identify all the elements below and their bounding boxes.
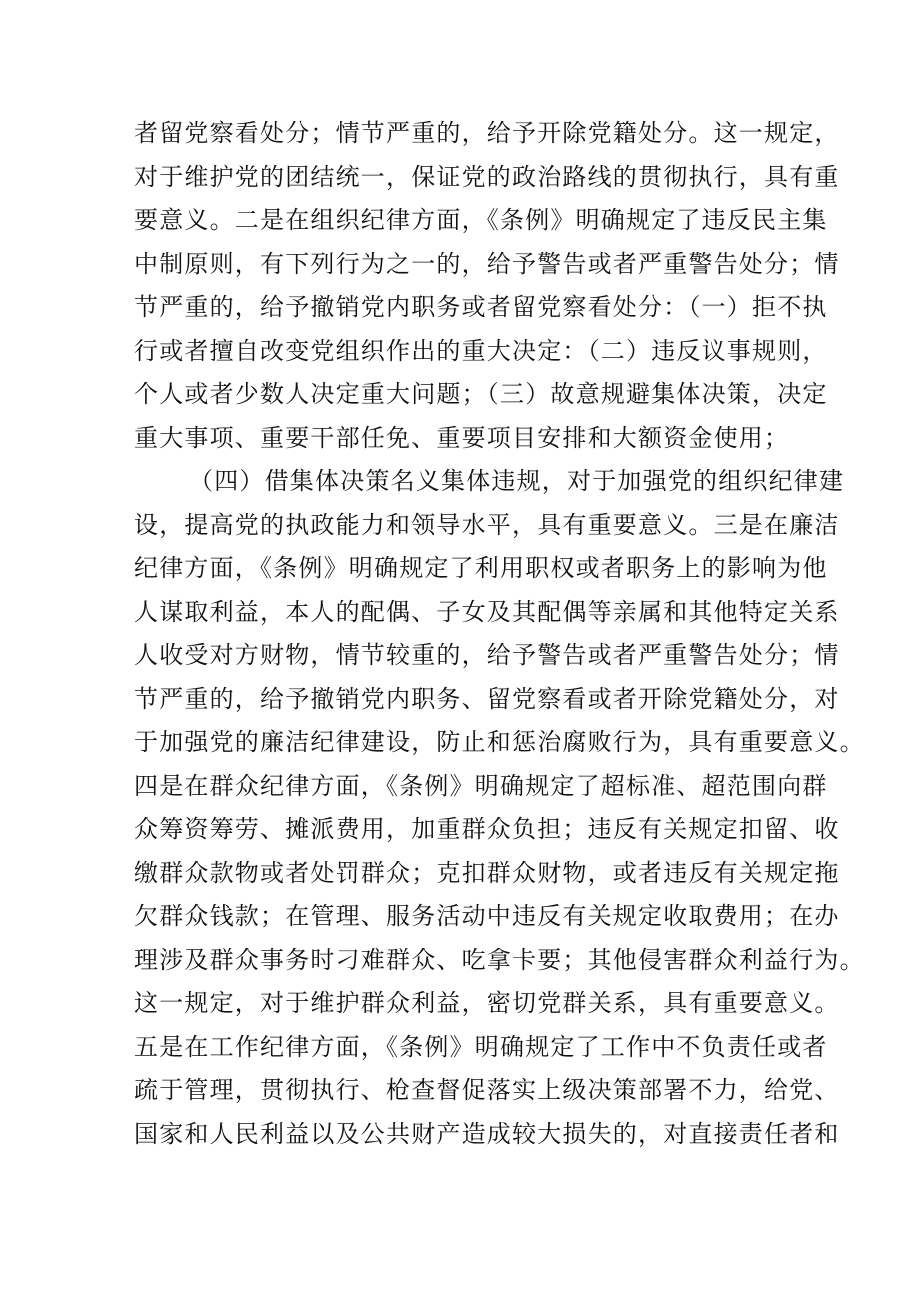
text-line: 这一规定，对于维护群众利益，密切党群关系，具有重要意义。 xyxy=(134,989,840,1017)
text-line: 疏于管理，贯彻执行、枪查督促落实上级决策部署不力，给党、 xyxy=(134,1076,840,1104)
text-line: 四是在群众纪律方面，《条例》明确规定了超标准、超范围向群 xyxy=(134,771,828,800)
text-line: 设，提高党的执政能力和领导水平，具有重要意义。三是在廉洁 xyxy=(134,510,840,539)
text-line: 对于维护党的团结统一，保证党的政治路线的贯彻执行，具有重 xyxy=(134,162,840,191)
text-line: 人谋取利益，本人的配偶、子女及其配偶等亲属和其他特定关系 xyxy=(134,597,840,626)
text-line: 众筹资筹劳、摊派费用，加重群众负担；违反有关规定扣留、收 xyxy=(134,815,840,843)
text-line: 要意义。二是在组织纪律方面，《条例》明确规定了违反民主集 xyxy=(134,206,828,234)
text-line: 人收受对方财物，情节较重的，给予警告或者严重警告处分；情 xyxy=(134,641,840,669)
text-line: 个人或者少数人决定重大问题；（三）故意规避集体决策，决定 xyxy=(134,380,828,408)
text-line: 欠群众钱款；在管理、服务活动中违反有关规定收取费用；在办 xyxy=(134,902,840,930)
text-line: 五是在工作纪律方面，《条例》明确规定了工作中不负责任或者 xyxy=(134,1032,828,1061)
text-line: 缴群众款物或者处罚群众；克扣群众财物，或者违反有关规定拖 xyxy=(134,858,840,887)
text-line: 于加强党的廉洁纪律建设，防止和惩治腐败行为，具有重要意义。 xyxy=(134,728,865,756)
text-line: 纪律方面，《条例》明确规定了利用职权或者职务上的影响为他 xyxy=(134,554,828,582)
text-line: 节严重的，给予撤销党内职务或者留党察看处分：（一）拒不执 xyxy=(134,293,828,321)
body-text xyxy=(134,112,865,1156)
text-line: 者留党察看处分；情节严重的，给予开除党籍处分。这一规定， xyxy=(134,119,840,147)
text-line: 中制原则，有下列行为之一的，给予警告或者严重警告处分；情 xyxy=(134,249,840,278)
text-line: 国家和人民利益以及公共财产造成较大损失的，对直接责任者和 xyxy=(134,1119,840,1148)
paragraph-start-line: （四）借集体决策名义集体违规，对于加强党的组织纪律建 xyxy=(189,467,845,495)
text-line: 理涉及群众事务时刁难群众、吃拿卡要；其他侵害群众利益行为。 xyxy=(134,945,865,974)
text-line: 重大事项、重要干部任免、重要项目安排和大额资金使用； xyxy=(134,423,790,452)
text-line: 行或者擅自改变党组织作出的重大决定：（二）违反议事规则， xyxy=(134,336,828,365)
text-line: 节严重的，给予撤销党内职务、留党察看或者开除党籍处分，对 xyxy=(134,684,840,713)
